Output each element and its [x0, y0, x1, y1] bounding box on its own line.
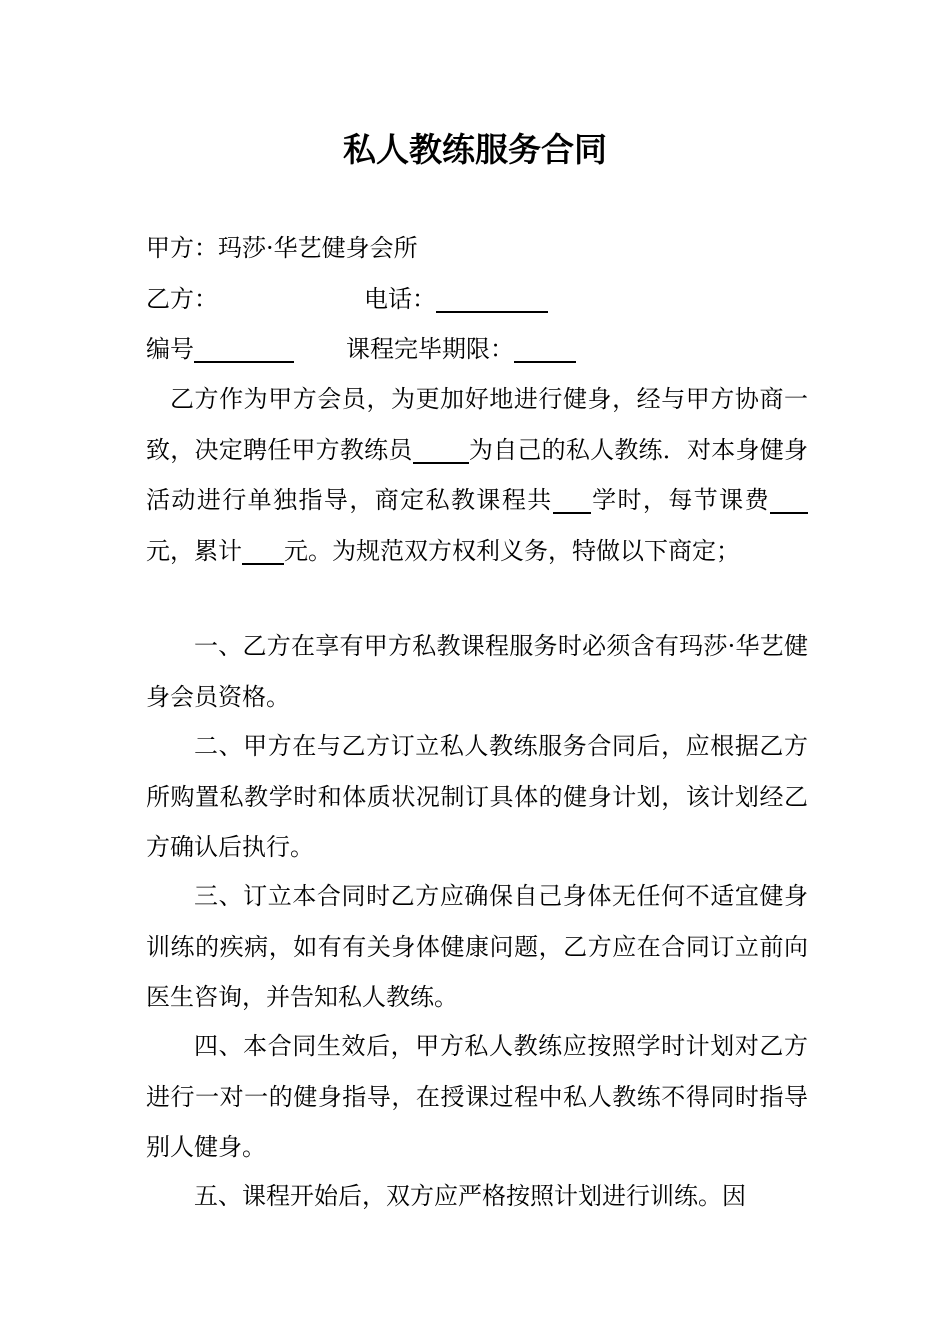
party-b-line [146, 281, 808, 317]
intro-paragraph [146, 374, 808, 577]
deadline-blank [514, 335, 576, 363]
hours-blank [553, 486, 591, 514]
party-a-line [146, 230, 808, 266]
total-fee-blank [242, 537, 284, 565]
coach-name-blank [413, 436, 469, 464]
serial-blank [194, 335, 294, 363]
intro-text-1: 乙方作为甲方会员，为更加好地进行健身，经与甲方协商一致，决定聘任甲方教练员 [146, 385, 808, 464]
intro-text-4: 元，累计 [146, 537, 242, 566]
intro-text-5: 元。为规范双方权利义务，特做以下商定； [284, 537, 740, 566]
party-a-value: 玛莎·华艺健身会所 [218, 234, 418, 262]
clause-2: 二、甲方在与乙方订立私人教练服务合同后，应根据乙方所购置私教学时和体质状况制订具体的健身计划，该计划经乙方确认后执行。 [146, 732, 808, 862]
clause-4: 四、本合同生效后，甲方私人教练应按照学时计划对乙方进行一对一的健身指导，在授课过程中私人教练不得同时指导别人健身。 [146, 1032, 808, 1162]
intro-text-2: 为自己的私人教练．对本身健身活动进行单独指导，商定私教课程共 [146, 435, 808, 515]
serial-label: 编号 [146, 335, 194, 363]
document-title: 私人教练服务合同 [343, 130, 607, 169]
party-b-label: 乙方： [146, 285, 218, 313]
clause-3: 三、订立本合同时乙方应确保自己身体无任何不适宜健身训练的疾病，如有有关身体健康问题，乙方应在合同订立前向医生咨询，并告知私人教练。 [146, 882, 808, 1012]
deadline-label: 课程完毕期限： [346, 335, 514, 363]
phone-blank [436, 285, 548, 313]
serial-line [146, 331, 808, 367]
clause-5: 五、课程开始后，双方应严格按照计划进行训练。因 [194, 1182, 746, 1210]
fee-per-session-blank [770, 486, 808, 514]
clause-1: 一、乙方在享有甲方私教课程服务时必须含有玛莎·华艺健身会员资格。 [146, 632, 808, 711]
intro-text-3: 学时，每节课费 [590, 486, 771, 515]
party-a-label: 甲方： [146, 234, 218, 262]
phone-label: 电话： [364, 285, 436, 313]
